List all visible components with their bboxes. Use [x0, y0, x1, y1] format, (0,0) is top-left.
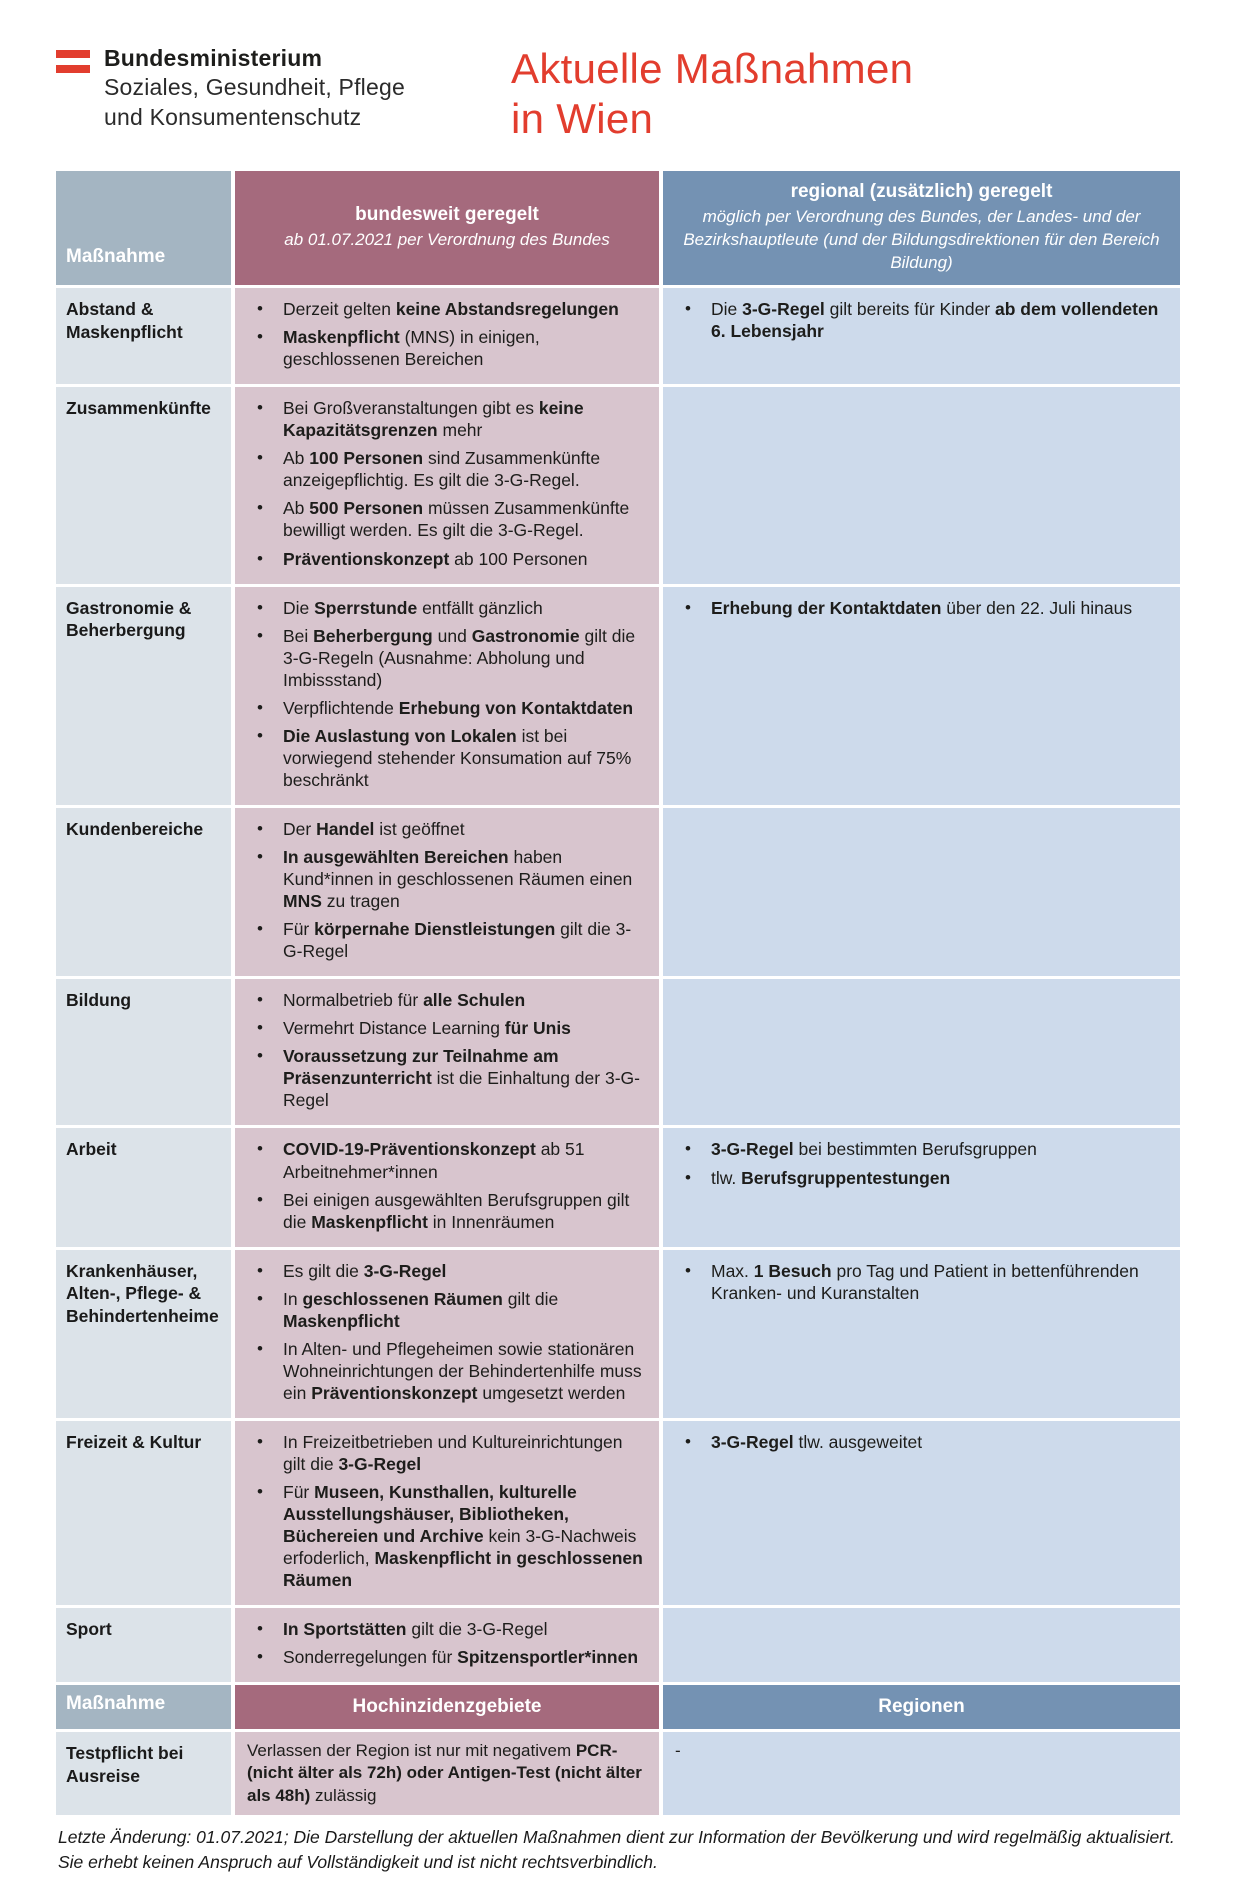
category-cell: Gastronomie & Beherbergung: [56, 587, 231, 805]
category-cell: Arbeit: [56, 1128, 231, 1246]
bullet-item: • Maskenpflicht (MNS) in einigen, geschlossenen Bereichen: [245, 326, 649, 370]
header-federal-sub: ab 01.07.2021 per Verordnung des Bundes: [284, 230, 610, 250]
bullet-item: • Sonderregelungen für Spitzensportler*innen: [245, 1646, 649, 1668]
bullet-list: [245, 1138, 649, 1232]
federal-cell: [235, 808, 659, 976]
measure-row: [56, 979, 1180, 1125]
measure-row: [56, 387, 1180, 583]
measure-row: [56, 1250, 1180, 1418]
measure-row: [56, 1421, 1180, 1605]
bullet-list: [245, 298, 649, 370]
category-cell: Abstand & Maskenpflicht: [56, 288, 231, 384]
header-measure: Maßnahme: [56, 171, 231, 285]
bullet-item: • Präventionskonzept ab 100 Personen: [245, 548, 649, 570]
bullet-item: • Ab 100 Personen sind Zusammenkünfte anzeigepflichtig. Es gilt die 3-G-Regel.: [245, 447, 649, 491]
bullet-list: [673, 1431, 1170, 1453]
regional-cell: [663, 1250, 1180, 1418]
bullet-item: • Voraussetzung zur Teilnahme am Präsenzunterricht ist die Einhaltung der 3-G-Regel: [245, 1045, 649, 1111]
header2-measure: Maßnahme: [56, 1685, 231, 1729]
ministry-subtitle-line2: und Konsumentenschutz: [104, 103, 362, 130]
category-cell: Zusammenkünfte: [56, 387, 231, 583]
header-federal-title: bundesweit geregelt: [355, 204, 539, 226]
ministry-brand: [56, 44, 456, 132]
ministry-name: Bundesministerium: [104, 45, 323, 71]
cell-text: Verlassen der Region ist nur mit negativem PCR- (nicht älter als 72h) oder Antigen-Test (nicht älter als 48h) zulässig: [247, 1741, 642, 1805]
bullet-item: • Es gilt die 3-G-Regel: [245, 1260, 649, 1282]
measure-row: [56, 1608, 1180, 1682]
bullet-item: • Der Handel ist geöffnet: [245, 818, 649, 840]
masthead: [56, 44, 1180, 143]
bullet-item: • 3-G-Regel tlw. ausgeweitet: [673, 1431, 1170, 1453]
bullet-item: • Die 3-G-Regel gilt bereits für Kinder ab dem vollendeten 6. Lebensjahr: [673, 298, 1170, 342]
bullet-item: • In Sportstätten gilt die 3-G-Regel: [245, 1618, 649, 1640]
bullet-list: [245, 397, 649, 569]
bullet-list: [245, 1618, 649, 1668]
header2-regionen: Regionen: [663, 1685, 1180, 1729]
bullet-list: [245, 818, 649, 962]
bullet-item: • Verpflichtende Erhebung von Kontaktdaten: [245, 697, 649, 719]
header-federal: [235, 171, 659, 285]
bullet-item: • Ab 500 Personen müssen Zusammenkünfte bewilligt werden. Es gilt die 3-G-Regel.: [245, 497, 649, 541]
bullet-item: • In Freizeitbetrieben und Kultureinrichtungen gilt die 3-G-Regel: [245, 1431, 649, 1475]
federal-cell: [235, 1732, 659, 1814]
bullet-item: • Erhebung der Kontaktdaten über den 22. Juli hinaus: [673, 597, 1170, 619]
header2-hochinzidenzgebiete: Hochinzidenzgebiete: [235, 1685, 659, 1729]
bullet-item: • In Alten- und Pflegeheimen sowie stationären Wohneinrichtungen der Behindertenhilfe muss ein Präventionskonzept umgesetzt werden: [245, 1338, 649, 1404]
bullet-item: • Für Museen, Kunsthallen, kulturelle Ausstellungshäuser, Bibliotheken, Büchereien und Archive kein 3-G-Nachweis erfoderlich, Maskenpflicht in geschlossenen Räumen: [245, 1481, 649, 1591]
bullet-item: • In ausgewählten Bereichen haben Kund*innen in geschlossenen Räumen einen MNS zu tragen: [245, 846, 649, 912]
bullet-item: • COVID-19-Präventionskonzept ab 51 Arbeitnehmer*innen: [245, 1138, 649, 1182]
federal-cell: [235, 1250, 659, 1418]
page-title-line2: in Wien: [511, 94, 654, 142]
regional-cell: [663, 1608, 1180, 1682]
regional-cell: [663, 808, 1180, 976]
bullet-item: • Die Sperrstunde entfällt gänzlich: [245, 597, 649, 619]
ministry-subtitle-line1: Soziales, Gesundheit, Pflege: [104, 74, 405, 101]
bullet-item: • tlw. Berufsgruppentestungen: [673, 1167, 1170, 1189]
regional-cell: [663, 387, 1180, 583]
category-cell: Testpflicht bei Ausreise: [56, 1732, 231, 1814]
page-title: [511, 44, 913, 143]
ministry-text: [104, 44, 405, 132]
category-cell: Krankenhäuser, Alten-, Pflege- & Behindertenheime: [56, 1250, 231, 1418]
bullet-list: [673, 597, 1170, 619]
bullet-item: • Bei einigen ausgewählten Berufsgruppen gilt die Maskenpflicht in Innenräumen: [245, 1189, 649, 1233]
measures-table-body: [56, 288, 1180, 1682]
bullet-list: [673, 298, 1170, 342]
bullet-item: • Bei Beherbergung und Gastronomie gilt die 3-G-Regeln (Ausnahme: Abholung und Imbissstand): [245, 625, 649, 691]
table-header-row-2: [56, 1685, 1180, 1729]
federal-cell: [235, 1608, 659, 1682]
document-page: [56, 0, 1180, 1895]
regional-cell: [663, 1128, 1180, 1246]
header-regional: [663, 171, 1180, 285]
bullet-list: [245, 1260, 649, 1404]
header-regional-title: regional (zusätzlich) geregelt: [790, 181, 1053, 203]
measure-row: [56, 808, 1180, 976]
regional-cell: [663, 288, 1180, 384]
regional-cell: [663, 1421, 1180, 1605]
austria-flag-icon: [56, 50, 90, 73]
bullet-list: [673, 1260, 1170, 1304]
bullet-item: • Die Auslastung von Lokalen ist bei vorwiegend stehender Konsumation auf 75% beschränkt: [245, 725, 649, 791]
footer-note: Letzte Änderung: 01.07.2021; Die Darstellung der aktuellen Maßnahmen dient zur Information der Bevölkerung und wird regelmäßig aktualisiert. Sie erhebt keinen Anspruch auf Vollständigkeit und ist nicht rechtsverbindlich.: [58, 1826, 1175, 1872]
category-cell: Kundenbereiche: [56, 808, 231, 976]
header-regional-sub: möglich per Verordnung des Bundes, der Landes- und der Bezirkshauptleute (und der Bildungsdirektionen für den Bereich Bildung): [683, 207, 1160, 273]
category-cell: Bildung: [56, 979, 231, 1125]
measure-row: [56, 288, 1180, 384]
bullet-item: • 3-G-Regel bei bestimmten Berufsgruppen: [673, 1138, 1170, 1160]
bullet-list: [245, 597, 649, 791]
bullet-item: • Normalbetrieb für alle Schulen: [245, 989, 649, 1011]
regional-cell: [663, 979, 1180, 1125]
bullet-list: [673, 1138, 1170, 1188]
federal-cell: [235, 288, 659, 384]
regional-cell: [663, 1732, 1180, 1814]
federal-cell: [235, 979, 659, 1125]
category-cell: Freizeit & Kultur: [56, 1421, 231, 1605]
measure-row: [56, 1128, 1180, 1246]
bullet-item: • In geschlossenen Räumen gilt die Maskenpflicht: [245, 1288, 649, 1332]
bullet-list: [245, 1431, 649, 1591]
bullet-item: • Für körpernahe Dienstleistungen gilt die 3-G-Regel: [245, 918, 649, 962]
bullet-item: • Vermehrt Distance Learning für Unis: [245, 1017, 649, 1039]
federal-cell: [235, 587, 659, 805]
regional-cell: [663, 587, 1180, 805]
bullet-item: • Bei Großveranstaltungen gibt es keine Kapazitätsgrenzen mehr: [245, 397, 649, 441]
federal-cell: [235, 1128, 659, 1246]
exit-test-table-body: [56, 1732, 1180, 1814]
bullet-list: [245, 989, 649, 1111]
cell-text: -: [675, 1741, 681, 1761]
bullet-item: • Derzeit gelten keine Abstandsregelungen: [245, 298, 649, 320]
federal-cell: [235, 387, 659, 583]
table-header-row: [56, 171, 1180, 285]
federal-cell: [235, 1421, 659, 1605]
category-cell: Sport: [56, 1608, 231, 1682]
page-title-line1: Aktuelle Maßnahmen: [511, 45, 914, 92]
bullet-item: • Max. 1 Besuch pro Tag und Patient in bettenführenden Kranken- und Kuranstalten: [673, 1260, 1170, 1304]
measure-row: [56, 1732, 1180, 1814]
measure-row: [56, 587, 1180, 805]
